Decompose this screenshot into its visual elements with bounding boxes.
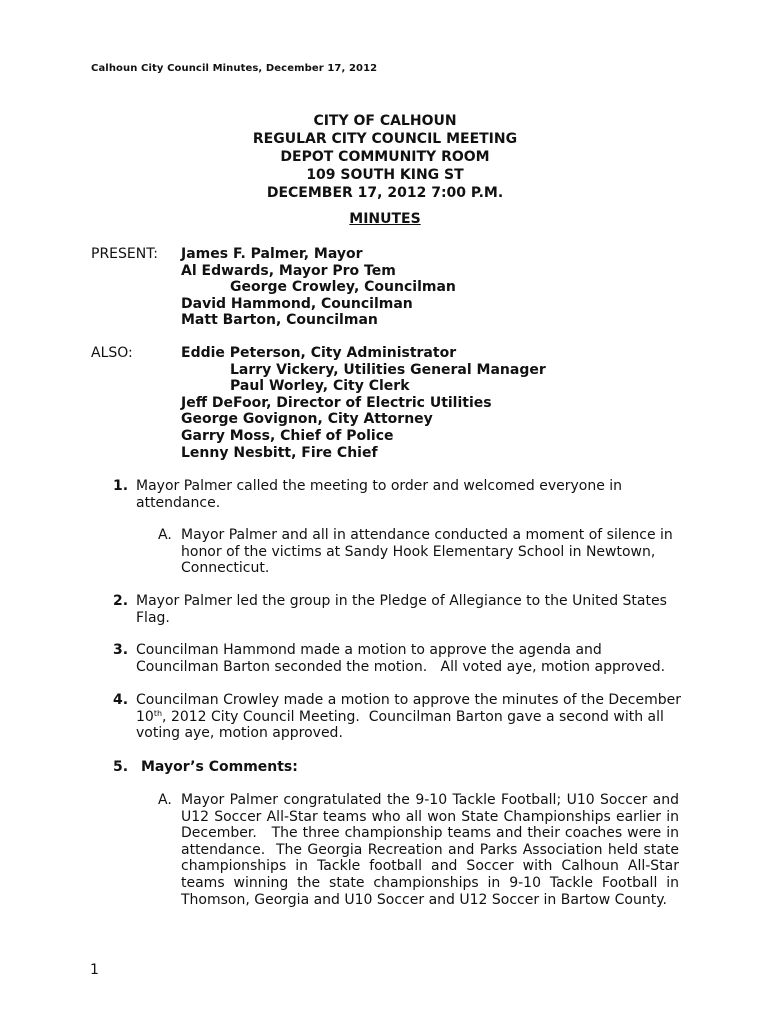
item-number: 2. xyxy=(113,593,129,609)
title-meeting: REGULAR CITY COUNCIL MEETING xyxy=(252,131,518,147)
item-number: 3. xyxy=(113,642,129,658)
sub-item-text: Mayor Palmer congratulated the 9-10 Tackle Football; U10 Soccer and U12 Soccer All-Star teams who all won State Championships earlier in December. The three championship teams and their coaches were in attendance. The Georgia Recreation and Parks Association held state championships in Tackle football and Soccer with Calhoun All-Star teams winning the state championships in 9-10 Tackle Football in Thomson, Georgia and U10 Soccer and U12 Soccer in Bartow County. xyxy=(181,792,684,908)
present-name: Al Edwards, Mayor Pro Tem xyxy=(181,262,396,279)
item-heading: Mayor’s Comments: xyxy=(141,759,298,775)
item-number: 5. xyxy=(113,759,129,775)
sub-item-letter: A. xyxy=(158,792,172,808)
sub-item-letter: A. xyxy=(158,527,172,543)
present-label: PRESENT: xyxy=(91,246,158,262)
present-name: James F. Palmer, Mayor xyxy=(181,246,363,262)
also-list xyxy=(181,345,546,461)
also-name: Garry Moss, Chief of Police xyxy=(181,427,394,444)
title-date: DECEMBER 17, 2012 7:00 P.M. xyxy=(266,185,504,201)
title-address: 109 SOUTH KING ST xyxy=(306,167,464,183)
also-name: Jeff DeFoor, Director of Electric Utilities xyxy=(181,394,492,411)
item-text: Mayor Palmer called the meeting to order and welcomed everyone in attendance. xyxy=(136,478,623,511)
minutes-heading: MINUTES xyxy=(349,211,421,227)
also-name: George Govignon, City Attorney xyxy=(181,411,433,428)
item-text xyxy=(136,692,686,742)
title-city: CITY OF CALHOUN xyxy=(313,113,457,129)
running-header: Calhoun City Council Minutes, December 17, 2012 xyxy=(91,63,378,74)
item-text: Councilman Hammond made a motion to approve the agenda and Councilman Barton seconded the motion. All voted aye, motion approved. xyxy=(136,642,666,675)
title-block xyxy=(0,112,770,228)
page-number: 1 xyxy=(90,962,99,978)
also-name: Larry Vickery, Utilities General Manager xyxy=(230,361,546,378)
present-name: David Hammond, Councilman xyxy=(181,295,413,312)
item-number: 4. xyxy=(113,692,129,708)
present-name: George Crowley, Councilman xyxy=(230,279,456,296)
item-text-part: , 2012 City Council Meeting. Councilman Barton gave a second with all voting aye, motion approved. xyxy=(136,708,669,742)
present-name: Matt Barton, Councilman xyxy=(181,312,378,329)
also-name: Lenny Nesbitt, Fire Chief xyxy=(181,444,378,461)
title-location: DEPOT COMMUNITY ROOM xyxy=(280,149,490,165)
item-number: 1. xyxy=(113,478,129,494)
item-text: Mayor Palmer led the group in the Pledge of Allegiance to the United States Flag. xyxy=(136,593,667,626)
ordinal-superscript: th xyxy=(153,708,163,718)
also-name: Eddie Peterson, City Administrator xyxy=(181,345,457,361)
also-name: Paul Worley, City Clerk xyxy=(230,378,410,395)
also-label: ALSO: xyxy=(91,345,133,361)
item-text-part: Councilman Crowley made a motion to approve the minutes of the December 10 xyxy=(136,692,686,725)
sub-item-text: Mayor Palmer and all in attendance conducted a moment of silence in honor of the victims at Sandy Hook Elementary School in Newtown, Connecticut. xyxy=(181,527,673,577)
present-list xyxy=(181,246,456,329)
